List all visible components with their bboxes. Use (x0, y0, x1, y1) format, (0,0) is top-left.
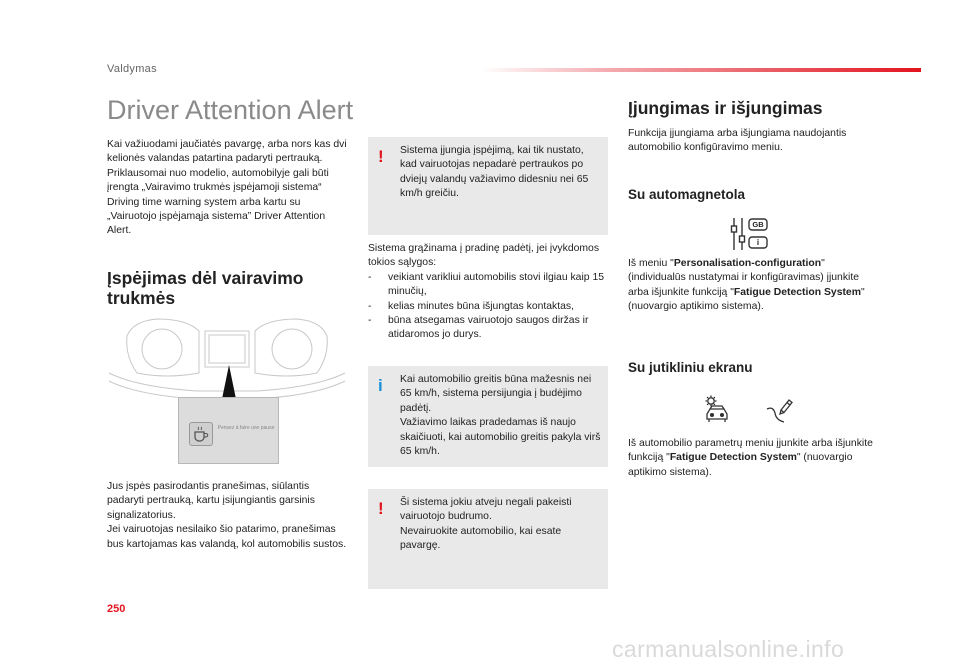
info-badge: i (756, 238, 760, 247)
driving-time-heading: Įspėjimas dėl vairavimo trukmės (107, 268, 304, 308)
feature-name: Fatigue Detection System (669, 452, 797, 464)
intro-text (107, 138, 347, 239)
info-note-text (400, 373, 602, 459)
intro-paragraph-2: Priklausomai nuo modelio, automobilyje gali būti įrengta „Vairavimo trukmės įspėjamoji sistema“ Driving time warning system arba kartu su „Vairuotojo įspėjamąja sistema” Driver Attention Alert. (107, 167, 329, 237)
header-accent-bar (480, 68, 921, 72)
info-icon: i (378, 376, 383, 395)
audio-system-heading: Su automagnetola (628, 187, 746, 202)
warning-note-2-text (400, 496, 602, 554)
display-screen (178, 397, 279, 464)
steering-pen-icon (763, 393, 795, 425)
warning-note-2-line-2: Nevairuokite automobilio, kai esate pavargę. (400, 525, 562, 552)
warning-note-1-text: Sistema įjungia įspėjimą, kai tik nustato, kad vairuotojas nepadarė pertraukos po dviejų valandų važiavimo didesniu nei 65 km/h greičiu. (400, 145, 589, 200)
display-message: Pensez à faire une pause (217, 425, 275, 431)
warning-note-1 (368, 137, 608, 235)
warning-note-2 (368, 489, 608, 589)
coffee-cup-icon (189, 422, 213, 446)
info-note-line-2: Važiavimo laikas pradedamas iš naujo skaičiuoti, kai automobilio greitis pakyla virš 65 km/h. (400, 417, 601, 458)
page-title: Driver Attention Alert (107, 95, 354, 125)
activation-intro: Funkcija įjungiama arba išjungiama naudojantis automobilio konfigūravimo meniu. (628, 128, 847, 154)
watermark: carmanualsonline.info (612, 636, 845, 662)
reset-condition-item: - veikiant varikliui automobilis stovi ilgiau kaip 15 minučių, (368, 271, 608, 300)
activation-heading: Įjungimas ir išjungimas (628, 98, 823, 118)
outro-paragraph-1: Jus įspės pasirodantis pranešimas, siūlantis padaryti pertrauką, kartu įsijungiantis garsinis signalizatorius. (107, 481, 315, 521)
car-settings-icon (702, 393, 734, 425)
feature-name: Fatigue Detection System (733, 286, 861, 298)
menu-name: Personalisation-configuration (673, 258, 822, 269)
touch-text-part: " (nuovargio aptikimo sistema). (628, 452, 853, 478)
audio-text-part: Iš meniu " (628, 258, 674, 269)
audio-text-part: " (nuovargio aptikimo sistema). (628, 286, 865, 313)
outro-paragraph-2: Jei vairuotojas nesilaiko šio patarimo, pranešimas bus kartojamas kas valandą, kol automobilis sustos. (107, 524, 347, 550)
info-note-line-1: Kai automobilio greitis būna mažesnis nei 65 km/h, sistema persijungia į budėjimo padėtį. (400, 374, 592, 414)
page-number: 250 (107, 603, 126, 615)
warning-icon: ! (378, 147, 384, 166)
reset-condition-item: - būna atsegamas vairuotojo saugos diržas ir atidaromos jo durys. (368, 314, 608, 343)
reset-conditions (368, 242, 608, 343)
touch-text-part: Iš automobilio parametrų meniu įjunkite arba išjunkite funkciją " (628, 438, 873, 464)
intro-paragraph-1: Kai važiuodami jaučiatės pavargę, arba nors kas dvi kelionės valandas patartina padaryti pertrauką. (107, 139, 347, 165)
reset-intro: Sistema grąžinama į pradinę padėtį, jei įvykdomos tokios sąlygos: (368, 243, 600, 269)
warning-icon: ! (378, 499, 384, 518)
info-note (368, 366, 608, 467)
reset-condition-item: - kelias minutes būna išjungtas kontaktas, (368, 300, 608, 314)
warning-note-2-line-1: Ši sistema jokiu atveju negali pakeisti vairuotojo budrumo. (400, 497, 572, 523)
language-badge: GB (752, 220, 764, 229)
outro-text (107, 480, 347, 552)
audio-system-text (628, 257, 878, 315)
touchscreen-text (628, 437, 878, 480)
settings-sliders-icon (729, 216, 769, 252)
section-label: Valdymas (107, 63, 157, 75)
touchscreen-heading: Su jutikliniu ekranu (628, 360, 753, 375)
audio-text-part: " (individualūs nustatymai ir konfigūravimas) įjunkite arba išjunkite funkciją " (628, 258, 859, 298)
